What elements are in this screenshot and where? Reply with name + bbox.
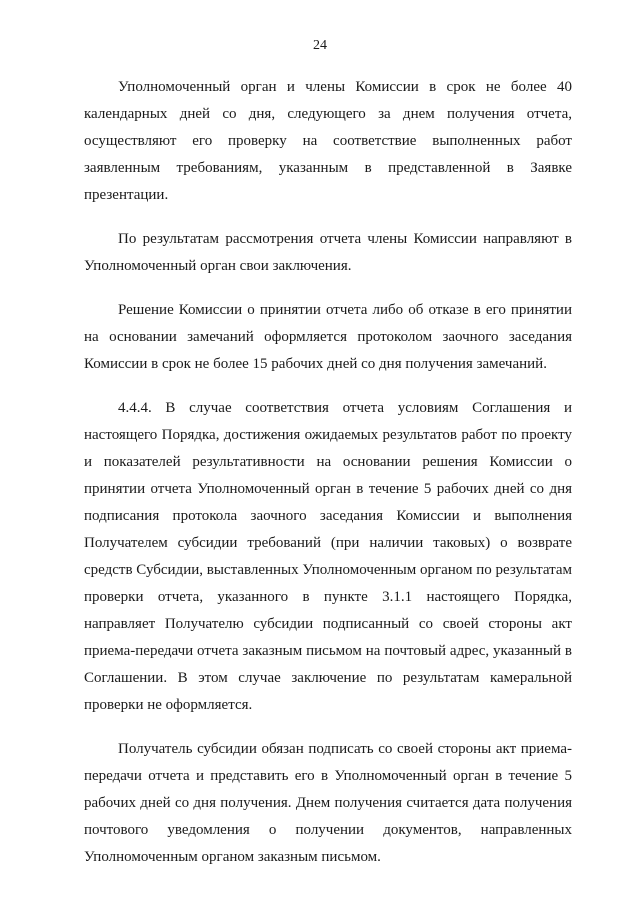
paragraph-commission-decision: Решение Комиссии о принятии отчета либо об отказе в его принятии на основании замечаний оформляется протоколом заочного заседания Комиссии в срок не более 15 рабочих дней со дня получения замечаний.	[84, 302, 572, 372]
paragraph-review-terms: Уполномоченный орган и члены Комиссии в срок не более 40 календарных дней со дня, следующего за днем получения отчета, осуществляют его проверку на соответствие выполненных работ заявленным требованиям, указанным в представленной в Заявке презентации.	[84, 79, 572, 203]
paragraph-clause-4-4-4: 4.4.4. В случае соответствия отчета условиям Соглашения и настоящего Порядка, достижения ожидаемых результатов работ по проекту и показателей результативности на основании решения Комиссии о принятии отчета Уполномоченный орган в течение 5 рабочих дней со дня подписания протокола заочного заседания Комиссии и выполнения Получателем субсидии требований (при наличии таковых) о возврате средств Субсидии, выставленных Уполномоченным органом по результатам проверки отчета, указанного в пункте 3.1.1 настоящего Порядка, направляет Получателю субсидии подписанный со своей стороны акт приема-передачи отчета заказным письмом на почтовый адрес, указанный в Соглашении. В этом случае заключение по результатам камеральной проверки не оформляется.	[84, 400, 572, 713]
page-number: 24	[313, 38, 327, 53]
document-body	[84, 74, 572, 888]
paragraph-commission-conclusions: По результатам рассмотрения отчета члены Комиссии направляют в Уполномоченный орган свои заключения.	[84, 231, 572, 274]
paragraph-recipient-obligation: Получатель субсидии обязан подписать со своей стороны акт приема-передачи отчета и представить его в Уполномоченный орган в течение 5 рабочих дней со дня получения. Днем получения считается дата получения почтового уведомления о получении документов, направленных Уполномоченным органом заказным письмом.	[84, 741, 572, 865]
